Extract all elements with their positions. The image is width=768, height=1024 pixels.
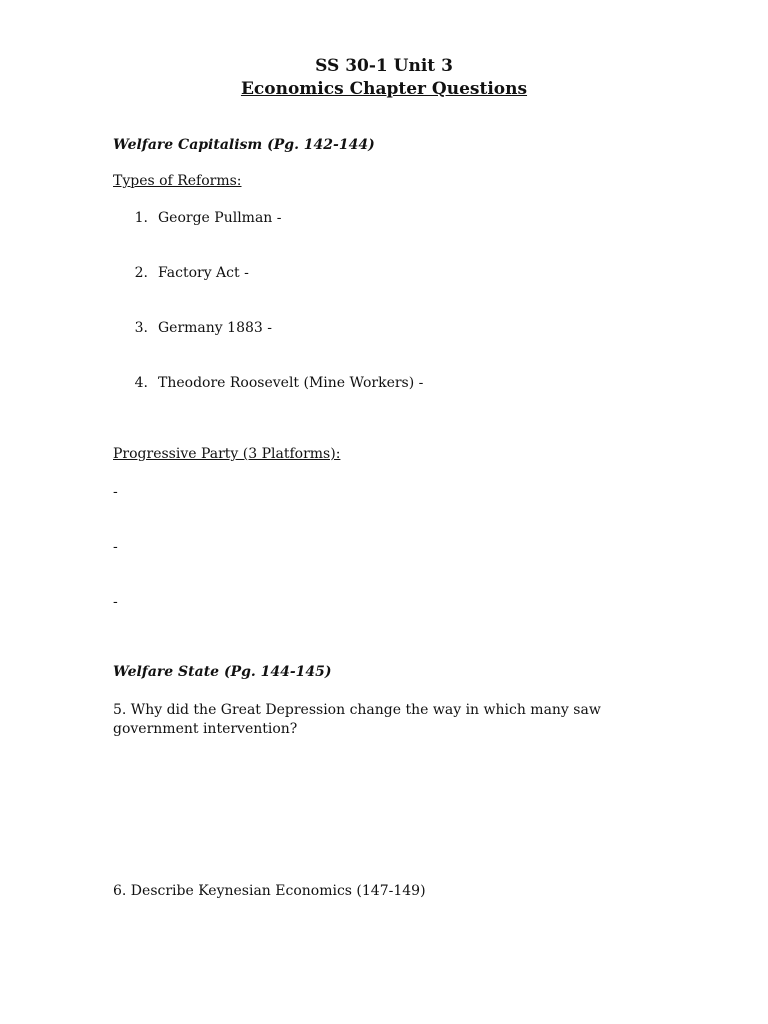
platform-dash: - [113, 484, 118, 500]
list-item-number: 1. [134, 210, 148, 226]
question-6: 6. Describe Keynesian Economics (147-149) [113, 883, 426, 899]
platform-dash: - [113, 594, 118, 610]
progressive-party-label: Progressive Party (3 Platforms): [113, 446, 341, 462]
page-title: SS 30-1 Unit 3 [315, 56, 453, 76]
platform-dash: - [113, 539, 118, 555]
list-item-text: George Pullman - [158, 210, 282, 226]
section-heading-welfare-state: Welfare State (Pg. 144-145) [113, 664, 332, 680]
types-of-reforms-label: Types of Reforms: [113, 173, 242, 189]
page-subtitle: Economics Chapter Questions [240, 79, 528, 99]
section-heading-welfare-capitalism: Welfare Capitalism (Pg. 142-144) [113, 137, 375, 153]
list-item-text: Factory Act - [158, 265, 249, 281]
list-item-number: 3. [134, 320, 148, 336]
question-5: 5. Why did the Great Depression change the way in which many saw government intervention? [113, 702, 601, 737]
list-item-text: Theodore Roosevelt (Mine Workers) - [158, 375, 424, 391]
list-item-number: 2. [134, 265, 148, 281]
list-item-text: Germany 1883 - [158, 320, 272, 336]
list-item-number: 4. [134, 375, 148, 391]
